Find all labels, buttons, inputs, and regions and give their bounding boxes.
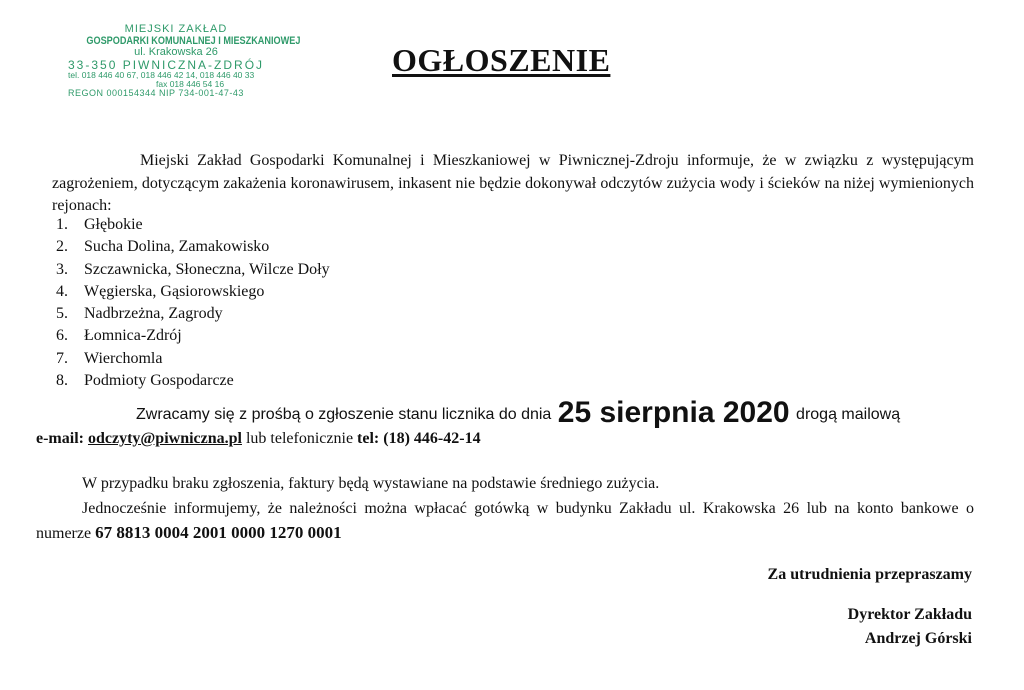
intro-paragraph: Miejski Zakład Gospodarki Komunalnej i Mieszkaniowej w Piwnicznej-Zdroju informuje, że w związku z występującym zagrożeniem, dotyczącym zakażenia koronawirusem, inkasent nie będzie dokonywał odczytów zużycia wody i ścieków na niżej wymienionych rejonach: bbox=[52, 152, 974, 214]
list-text: Łomnica-Zdrój bbox=[84, 327, 182, 345]
list-text: Wierchomla bbox=[84, 349, 163, 367]
list-number: 3. bbox=[56, 260, 68, 278]
phone-label: tel: bbox=[357, 430, 380, 447]
signature-block bbox=[848, 603, 972, 651]
closing-text: Za utrudnienia przepraszamy bbox=[767, 566, 972, 583]
email-label: e-mail: bbox=[36, 430, 84, 447]
account-number: 67 8813 0004 2001 0000 1270 0001 bbox=[95, 523, 342, 542]
list-text: Nadbrzeżna, Zagrody bbox=[84, 305, 223, 323]
list-number: 4. bbox=[56, 282, 68, 300]
stamp-line: tel. 018 446 40 67, 018 446 42 14, 018 446 40 33 bbox=[68, 70, 255, 81]
phone-text: lub telefonicznie bbox=[245, 430, 354, 447]
list-text: Głębokie bbox=[84, 216, 143, 233]
stamp-line: GOSPODARKI KOMUNALNEJ I MIESZKANIOWEJ bbox=[86, 34, 301, 47]
stamp-line: REGON 000154344 NIP 734-001-47-43 bbox=[68, 88, 244, 99]
list-text: Podmioty Gospodarcze bbox=[84, 372, 234, 390]
stamp-line: 33-350 PIWNICZNA-ZDRÓJ bbox=[68, 57, 265, 72]
contact-line bbox=[36, 430, 481, 448]
list-item bbox=[56, 303, 330, 325]
email-link[interactable]: odczyty@piwniczna.pl bbox=[87, 430, 242, 447]
list-item bbox=[56, 281, 330, 303]
company-stamp bbox=[68, 23, 301, 99]
list-number: 8. bbox=[56, 372, 68, 390]
signature-name: Andrzej Górski bbox=[864, 630, 972, 647]
list-item bbox=[56, 325, 330, 347]
list-item bbox=[56, 348, 330, 370]
list-text: Węgierska, Gąsiorowskiego bbox=[84, 282, 265, 300]
list-text: Szczawnicka, Słoneczna, Wilcze Doły bbox=[84, 260, 330, 278]
payment-paragraph bbox=[36, 497, 974, 546]
page-title: OGŁOSZENIE bbox=[392, 42, 611, 78]
list-number: 7. bbox=[56, 349, 68, 367]
request-text: Zwracamy się z prośbą o zgłoszenie stanu licznika do dnia bbox=[136, 406, 552, 423]
request-line bbox=[136, 396, 900, 430]
no-report-paragraph: W przypadku braku zgłoszenia, faktury będą wystawiane na podstawie średniego zużycia. bbox=[82, 475, 660, 492]
list-number: 2. bbox=[56, 238, 68, 256]
list-number: 6. bbox=[56, 327, 68, 345]
request-text-after: drogą mailową bbox=[796, 406, 901, 423]
list-item bbox=[56, 236, 330, 258]
list-number: 1. bbox=[56, 216, 68, 233]
list-item bbox=[56, 259, 330, 281]
list-item bbox=[56, 214, 330, 236]
payment-text: Jednocześnie informujemy, że należności można wpłacać gotówką w budynku Zakładu ul. Krakowska 26 lub na konto bankowe o numerze bbox=[36, 500, 974, 542]
regions-list bbox=[56, 214, 330, 392]
list-item bbox=[56, 370, 330, 392]
stamp-line: ul. Krakowska 26 bbox=[134, 46, 218, 59]
stamp-line: MIEJSKI ZAKŁAD bbox=[124, 23, 228, 35]
signature-role: Dyrektor Zakładu bbox=[847, 606, 972, 623]
phone-number: (18) 446-42-14 bbox=[383, 430, 481, 447]
deadline-date: 25 sierpnia 2020 bbox=[557, 396, 790, 429]
list-number: 5. bbox=[56, 305, 68, 323]
stamp-line: fax 018 446 54 16 bbox=[156, 79, 225, 90]
list-text: Sucha Dolina, Zamakowisko bbox=[84, 238, 270, 256]
